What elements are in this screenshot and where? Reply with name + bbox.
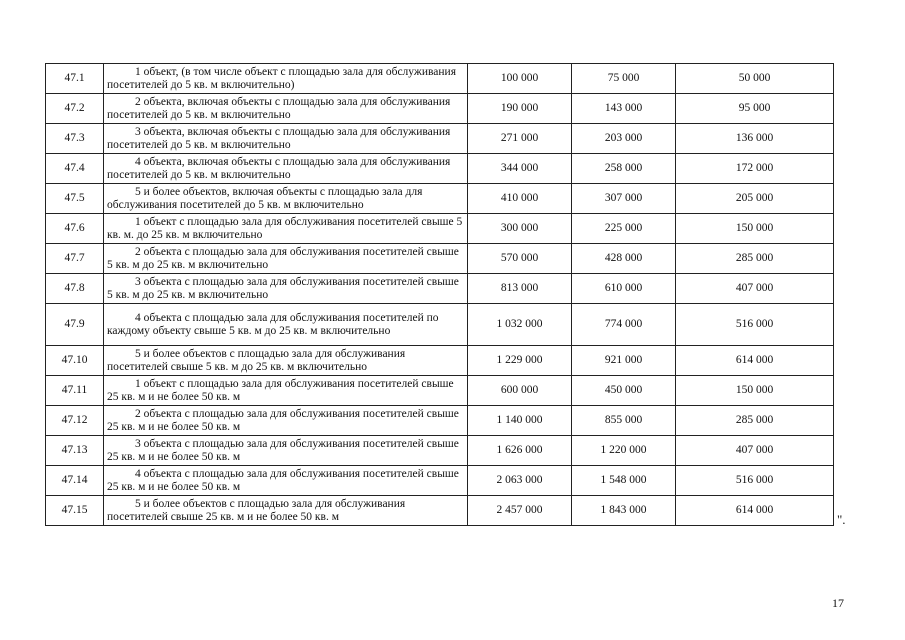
- row-number-cell: 47.10: [46, 346, 104, 376]
- row-value-3-cell: 50 000: [676, 64, 834, 94]
- row-value-1-cell: 813 000: [468, 274, 572, 304]
- table-row: [46, 214, 834, 244]
- tariff-table: [45, 63, 834, 526]
- row-value-2-cell: 258 000: [572, 154, 676, 184]
- row-value-1-cell: 1 032 000: [468, 304, 572, 346]
- row-description-cell: 3 объекта с площадью зала для обслуживания посетителей свыше 25 кв. м и не более 50 кв. м: [104, 436, 468, 466]
- row-number-cell: 47.3: [46, 124, 104, 154]
- row-value-3-cell: 150 000: [676, 376, 834, 406]
- row-description-cell: 4 объекта с площадью зала для обслуживания посетителей по каждому объекту свыше 5 кв. м до 25 кв. м включительно: [104, 304, 468, 346]
- row-value-1-cell: 1 140 000: [468, 406, 572, 436]
- row-description-cell: 4 объекта с площадью зала для обслуживания посетителей свыше 25 кв. м и не более 50 кв. м: [104, 466, 468, 496]
- row-value-1-cell: 2 063 000: [468, 466, 572, 496]
- row-value-3-cell: 614 000: [676, 346, 834, 376]
- row-number-cell: 47.4: [46, 154, 104, 184]
- row-value-2-cell: 450 000: [572, 376, 676, 406]
- row-value-2-cell: 1 220 000: [572, 436, 676, 466]
- row-value-1-cell: 344 000: [468, 154, 572, 184]
- table-row: [46, 64, 834, 94]
- row-value-2-cell: 307 000: [572, 184, 676, 214]
- row-value-2-cell: 1 843 000: [572, 496, 676, 526]
- closing-quote-mark: ".: [837, 512, 846, 527]
- row-description-cell: 5 и более объектов с площадью зала для обслуживания посетителей свыше 25 кв. м и не более 50 кв. м: [104, 496, 468, 526]
- row-value-3-cell: 205 000: [676, 184, 834, 214]
- row-number-cell: 47.11: [46, 376, 104, 406]
- table-row: [46, 496, 834, 526]
- row-value-3-cell: 516 000: [676, 304, 834, 346]
- row-value-1-cell: 271 000: [468, 124, 572, 154]
- row-number-cell: 47.1: [46, 64, 104, 94]
- table-row: [46, 274, 834, 304]
- row-value-3-cell: 150 000: [676, 214, 834, 244]
- row-number-cell: 47.14: [46, 466, 104, 496]
- row-value-3-cell: 614 000: [676, 496, 834, 526]
- row-value-1-cell: 100 000: [468, 64, 572, 94]
- table-row: [46, 376, 834, 406]
- row-value-2-cell: 921 000: [572, 346, 676, 376]
- row-description-cell: 2 объекта с площадью зала для обслуживания посетителей свыше 25 кв. м и не более 50 кв. м: [104, 406, 468, 436]
- row-description-cell: 2 объекта с площадью зала для обслуживания посетителей свыше 5 кв. м до 25 кв. м включительно: [104, 244, 468, 274]
- row-number-cell: 47.12: [46, 406, 104, 436]
- row-value-2-cell: 428 000: [572, 244, 676, 274]
- row-value-1-cell: 1 229 000: [468, 346, 572, 376]
- row-description-cell: 1 объект с площадью зала для обслуживания посетителей свыше 5 кв. м. до 25 кв. м включительно: [104, 214, 468, 244]
- row-value-3-cell: 407 000: [676, 274, 834, 304]
- row-value-3-cell: 516 000: [676, 466, 834, 496]
- row-value-2-cell: 75 000: [572, 64, 676, 94]
- row-value-1-cell: 2 457 000: [468, 496, 572, 526]
- row-description-cell: 4 объекта, включая объекты с площадью зала для обслуживания посетителей до 5 кв. м включительно: [104, 154, 468, 184]
- row-value-2-cell: 774 000: [572, 304, 676, 346]
- row-description-cell: 3 объекта с площадью зала для обслуживания посетителей свыше 5 кв. м до 25 кв. м включительно: [104, 274, 468, 304]
- table-row: [46, 94, 834, 124]
- table-row: [46, 466, 834, 496]
- row-value-3-cell: 172 000: [676, 154, 834, 184]
- table-row: [46, 304, 834, 346]
- row-number-cell: 47.13: [46, 436, 104, 466]
- table-row: [46, 346, 834, 376]
- table-row: [46, 244, 834, 274]
- table-row: [46, 184, 834, 214]
- row-number-cell: 47.9: [46, 304, 104, 346]
- row-number-cell: 47.8: [46, 274, 104, 304]
- row-value-1-cell: 190 000: [468, 94, 572, 124]
- row-value-2-cell: 610 000: [572, 274, 676, 304]
- row-value-2-cell: 203 000: [572, 124, 676, 154]
- page-number: 17: [832, 596, 844, 610]
- row-description-cell: 3 объекта, включая объекты с площадью зала для обслуживания посетителей до 5 кв. м включительно: [104, 124, 468, 154]
- row-value-3-cell: 285 000: [676, 406, 834, 436]
- row-description-cell: 5 и более объектов, включая объекты с площадью зала для обслуживания посетителей до 5 кв. м включительно: [104, 184, 468, 214]
- row-value-1-cell: 1 626 000: [468, 436, 572, 466]
- row-value-2-cell: 1 548 000: [572, 466, 676, 496]
- row-value-1-cell: 410 000: [468, 184, 572, 214]
- row-description-cell: 2 объекта, включая объекты с площадью зала для обслуживания посетителей до 5 кв. м включительно: [104, 94, 468, 124]
- row-number-cell: 47.6: [46, 214, 104, 244]
- row-value-1-cell: 300 000: [468, 214, 572, 244]
- table-row: [46, 406, 834, 436]
- row-number-cell: 47.2: [46, 94, 104, 124]
- row-description-cell: 1 объект, (в том числе объект с площадью зала для обслуживания посетителей до 5 кв. м включительно): [104, 64, 468, 94]
- row-description-cell: 5 и более объектов с площадью зала для обслуживания посетителей свыше 5 кв. м до 25 кв. м включительно: [104, 346, 468, 376]
- row-value-3-cell: 136 000: [676, 124, 834, 154]
- row-value-1-cell: 600 000: [468, 376, 572, 406]
- row-number-cell: 47.7: [46, 244, 104, 274]
- row-value-2-cell: 225 000: [572, 214, 676, 244]
- row-number-cell: 47.15: [46, 496, 104, 526]
- row-value-2-cell: 143 000: [572, 94, 676, 124]
- row-value-1-cell: 570 000: [468, 244, 572, 274]
- table-row: [46, 124, 834, 154]
- table-row: [46, 154, 834, 184]
- row-value-3-cell: 95 000: [676, 94, 834, 124]
- row-value-3-cell: 285 000: [676, 244, 834, 274]
- row-number-cell: 47.5: [46, 184, 104, 214]
- row-value-2-cell: 855 000: [572, 406, 676, 436]
- row-value-3-cell: 407 000: [676, 436, 834, 466]
- row-description-cell: 1 объект с площадью зала для обслуживания посетителей свыше 25 кв. м и не более 50 кв. м: [104, 376, 468, 406]
- table-row: [46, 436, 834, 466]
